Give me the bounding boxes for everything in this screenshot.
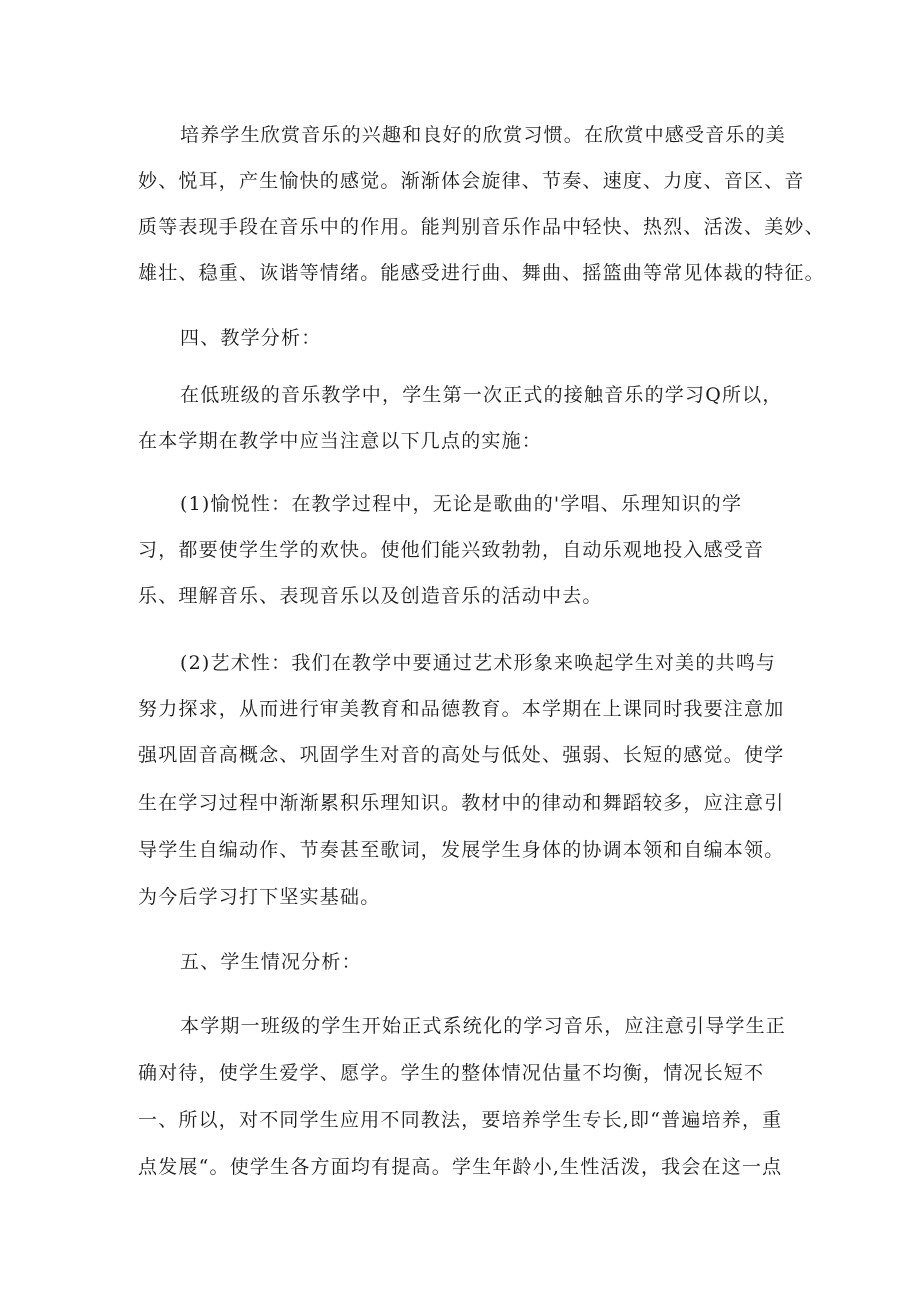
point-2-line-6: 为今后学习打下坚实基础。: [138, 886, 381, 908]
point-2-line-2: 努力探求，从而进行审美教育和品德教育。本学期在上课同时我要注意加: [138, 698, 785, 720]
point-2-line-5: 导学生自编动作、节奏甚至歌词，发展学生身体的协调本领和自编本领。: [138, 839, 785, 861]
point-1-line-1: (1)愉悦性：在教学过程中，无论是歌曲的'学唱、乐理知识的学: [180, 493, 743, 515]
section-heading-student-analysis: 五、学生情况分析：: [180, 951, 362, 973]
goal-line-1: 培养学生欣赏音乐的兴趣和良好的欣赏习惯。在欣赏中感受音乐的美: [180, 124, 787, 146]
students-line-3: 一、所以，对不同学生应用不同教法，要培养学生专长,即“普遍培养，重: [138, 1109, 783, 1131]
goal-line-2: 妙、悦耳，产生愉快的感觉。渐渐体会旋律、节奏、速度、力度、音区、音: [138, 170, 805, 192]
students-line-2: 确对待，使学生爱学、愿学。学生的整体情况估量不均衡，情况长短不: [138, 1062, 765, 1084]
point-2-line-1: (2)艺术性：我们在教学中要通过艺术形象来唤起学生对美的共鸣与: [180, 652, 777, 674]
students-line-1: 本学期一班级的学生开始正式系统化的学习音乐，应注意引导学生正: [180, 1015, 787, 1037]
section-heading-teaching-analysis: 四、教学分析：: [180, 327, 322, 349]
point-2-line-4: 生在学习过程中渐渐累积乐理知识。教材中的律动和舞蹈较多，应注意引: [138, 792, 785, 814]
goal-line-4: 雄壮、稳重、诙谐等情绪。能感受进行曲、舞曲、摇篮曲等常见体裁的特征。: [138, 262, 825, 284]
goal-line-3: 质等表现手段在音乐中的作用。能判别音乐作品中轻快、热烈、活泼、美妙、: [138, 216, 825, 238]
analysis-intro-line-2: 在本学期在教学中应当注意以下几点的实施：: [138, 430, 543, 452]
students-line-4: 点发展“。使学生各方面均有提高。学生年龄小,生性活泼，我会在这一点: [138, 1156, 783, 1178]
analysis-intro-line-1: 在低班级的音乐教学中，学生第一次正式的接触音乐的学习Q所以，: [180, 384, 783, 406]
point-1-line-3: 乐、理解音乐、表现音乐以及创造音乐的活动中去。: [138, 585, 603, 607]
point-2-line-3: 强巩固音高概念、巩固学生对音的高处与低处、强弱、长短的感觉。使学: [138, 744, 785, 766]
point-1-line-2: 习，都要使学生学的欢快。使他们能兴致勃勃，自动乐观地投入感受音: [138, 539, 765, 561]
